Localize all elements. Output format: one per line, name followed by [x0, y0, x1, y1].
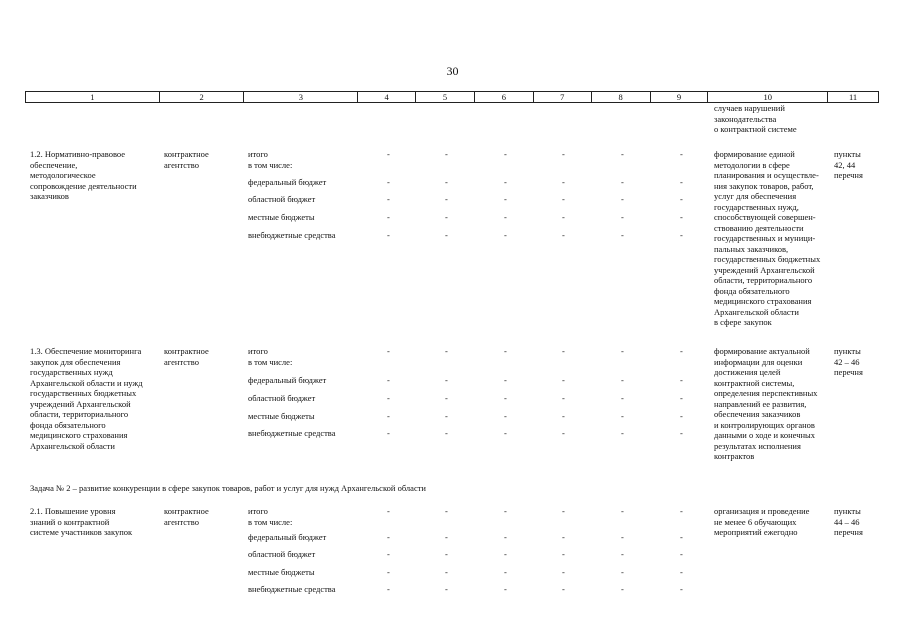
- source-regional: областной бюджет: [248, 194, 316, 204]
- empty-value-dash: -: [387, 375, 390, 385]
- empty-value-dash: -: [445, 506, 448, 516]
- empty-value-dash: -: [562, 532, 565, 542]
- empty-value-dash: -: [621, 584, 624, 594]
- result-1-3: формирование актуальной информации для оценки достижения целей контрактной системы, определения перспективных направлений ее развития, обеспечения заказчиков и контролирующих органов данными о ходе и конечных результатах исполнения контрактов: [714, 346, 818, 461]
- empty-value-dash: -: [680, 411, 683, 421]
- activity-1-3: 1.3. Обеспечение мониторинга закупок для обеспечения государственных нужд Архангельской области и нужд государственных бюджетных учреждений Архангельской области, территориального фонда обязательного медицинского страхования Архангельской области: [30, 346, 143, 451]
- empty-value-dash: -: [387, 149, 390, 159]
- empty-value-dash: -: [445, 177, 448, 187]
- source-regional: областной бюджет: [248, 393, 316, 403]
- empty-value-dash: -: [445, 549, 448, 559]
- activity-1-2: 1.2. Нормативно-правовое обеспечение, методологическое сопровождение деятельности заказчиков: [30, 149, 137, 201]
- empty-value-dash: -: [445, 567, 448, 577]
- empty-value-dash: -: [445, 375, 448, 385]
- empty-value-dash: -: [621, 506, 624, 516]
- header-col-1: 1: [26, 92, 160, 102]
- empty-value-dash: -: [387, 411, 390, 421]
- empty-value-dash: -: [562, 230, 565, 240]
- empty-value-dash: -: [562, 346, 565, 356]
- empty-value-dash: -: [680, 549, 683, 559]
- empty-value-dash: -: [621, 149, 624, 159]
- empty-value-dash: -: [562, 212, 565, 222]
- header-col-8: 8: [592, 92, 651, 102]
- empty-value-dash: -: [680, 212, 683, 222]
- empty-value-dash: -: [621, 375, 624, 385]
- empty-value-dash: -: [387, 584, 390, 594]
- empty-value-dash: -: [445, 393, 448, 403]
- source-total: итого в том числе:: [248, 506, 293, 527]
- empty-value-dash: -: [504, 212, 507, 222]
- empty-value-dash: -: [504, 230, 507, 240]
- empty-value-dash: -: [680, 506, 683, 516]
- empty-value-dash: -: [562, 428, 565, 438]
- empty-value-dash: -: [562, 177, 565, 187]
- empty-value-dash: -: [445, 230, 448, 240]
- header-col-6: 6: [475, 92, 534, 102]
- empty-value-dash: -: [562, 411, 565, 421]
- ref-1-2: пункты 42, 44 перечня: [834, 149, 863, 180]
- empty-value-dash: -: [445, 194, 448, 204]
- empty-value-dash: -: [445, 532, 448, 542]
- carry-over-result: случаев нарушений законодательства о контрактной системе: [714, 103, 797, 134]
- header-col-11: 11: [848, 92, 858, 102]
- empty-value-dash: -: [621, 532, 624, 542]
- empty-value-dash: -: [680, 230, 683, 240]
- empty-value-dash: -: [504, 549, 507, 559]
- empty-value-dash: -: [504, 177, 507, 187]
- header-col-9: 9: [651, 92, 709, 102]
- source-extrabudget: внебюджетные средства: [248, 428, 336, 438]
- executor-2-1: контрактное агентство: [164, 506, 209, 527]
- header-col-10: 10: [708, 92, 828, 102]
- empty-value-dash: -: [387, 393, 390, 403]
- empty-value-dash: -: [621, 428, 624, 438]
- source-extrabudget: внебюджетные средства: [248, 584, 336, 594]
- empty-value-dash: -: [621, 230, 624, 240]
- empty-value-dash: -: [562, 549, 565, 559]
- result-1-2: формирование единой методологии в сфере планирования и осуществле- ния закупок товаров, работ, услуг для обеспечения государственных нужд, способствующей совершен- ствованию деятельности государственных и муници- пальных заказчиков, государственных бюджетных учреждений Архангельской области, территориального фонда обязательного медицинского страхования Архангельской области в сфере закупок: [714, 149, 821, 327]
- empty-value-dash: -: [387, 230, 390, 240]
- source-extrabudget: внебюджетные средства: [248, 230, 336, 240]
- empty-value-dash: -: [445, 411, 448, 421]
- page-number: 30: [446, 64, 459, 78]
- empty-value-dash: -: [680, 177, 683, 187]
- empty-value-dash: -: [387, 567, 390, 577]
- empty-value-dash: -: [445, 584, 448, 594]
- empty-value-dash: -: [504, 346, 507, 356]
- header-col-7: 7: [534, 92, 592, 102]
- header-col-4: 4: [358, 92, 416, 102]
- empty-value-dash: -: [680, 532, 683, 542]
- empty-value-dash: -: [680, 567, 683, 577]
- source-regional: областной бюджет: [248, 549, 316, 559]
- source-local: местные бюджеты: [248, 212, 315, 222]
- empty-value-dash: -: [504, 149, 507, 159]
- header-col-2: 2: [160, 92, 245, 102]
- empty-value-dash: -: [504, 411, 507, 421]
- empty-value-dash: -: [680, 346, 683, 356]
- empty-value-dash: -: [387, 177, 390, 187]
- empty-value-dash: -: [621, 393, 624, 403]
- empty-value-dash: -: [621, 346, 624, 356]
- source-federal: федеральный бюджет: [248, 375, 327, 385]
- source-local: местные бюджеты: [248, 411, 315, 421]
- header-col-3: 3: [244, 92, 358, 102]
- ref-2-1: пункты 44 – 46 перечня: [834, 506, 863, 537]
- empty-value-dash: -: [504, 393, 507, 403]
- empty-value-dash: -: [387, 194, 390, 204]
- empty-value-dash: -: [387, 428, 390, 438]
- empty-value-dash: -: [504, 506, 507, 516]
- empty-value-dash: -: [504, 194, 507, 204]
- empty-value-dash: -: [621, 177, 624, 187]
- empty-value-dash: -: [445, 212, 448, 222]
- empty-value-dash: -: [562, 506, 565, 516]
- empty-value-dash: -: [680, 428, 683, 438]
- empty-value-dash: -: [387, 346, 390, 356]
- executor-1-3: контрактное агентство: [164, 346, 209, 367]
- empty-value-dash: -: [387, 506, 390, 516]
- empty-value-dash: -: [504, 584, 507, 594]
- empty-value-dash: -: [621, 411, 624, 421]
- source-total: итого в том числе:: [248, 149, 293, 170]
- result-2-1: организация и проведение не менее 6 обучающих мероприятий ежегодно: [714, 506, 810, 537]
- empty-value-dash: -: [445, 428, 448, 438]
- source-total: итого в том числе:: [248, 346, 293, 367]
- empty-value-dash: -: [680, 393, 683, 403]
- header-col-5: 5: [416, 92, 475, 102]
- source-federal: федеральный бюджет: [248, 532, 327, 542]
- empty-value-dash: -: [562, 375, 565, 385]
- activity-2-1: 2.1. Повышение уровня знаний о контрактной системе участников закупок: [30, 506, 133, 537]
- empty-value-dash: -: [680, 194, 683, 204]
- ref-1-3: пункты 42 – 46 перечня: [834, 346, 863, 377]
- empty-value-dash: -: [387, 549, 390, 559]
- empty-value-dash: -: [621, 194, 624, 204]
- table-header: [25, 91, 879, 103]
- empty-value-dash: -: [504, 532, 507, 542]
- empty-value-dash: -: [504, 567, 507, 577]
- empty-value-dash: -: [680, 149, 683, 159]
- empty-value-dash: -: [445, 149, 448, 159]
- empty-value-dash: -: [562, 194, 565, 204]
- executor-1-2: контрактное агентство: [164, 149, 209, 170]
- empty-value-dash: -: [504, 428, 507, 438]
- empty-value-dash: -: [504, 375, 507, 385]
- empty-value-dash: -: [680, 375, 683, 385]
- empty-value-dash: -: [562, 149, 565, 159]
- empty-value-dash: -: [445, 346, 448, 356]
- empty-value-dash: -: [621, 549, 624, 559]
- empty-value-dash: -: [562, 567, 565, 577]
- empty-value-dash: -: [562, 393, 565, 403]
- source-local: местные бюджеты: [248, 567, 315, 577]
- task-2-heading: Задача № 2 – развитие конкуренции в сфере закупок товаров, работ и услуг для нужд Архангельской области: [30, 483, 426, 493]
- empty-value-dash: -: [680, 584, 683, 594]
- empty-value-dash: -: [387, 532, 390, 542]
- empty-value-dash: -: [387, 212, 390, 222]
- empty-value-dash: -: [562, 584, 565, 594]
- empty-value-dash: -: [621, 567, 624, 577]
- source-federal: федеральный бюджет: [248, 177, 327, 187]
- empty-value-dash: -: [621, 212, 624, 222]
